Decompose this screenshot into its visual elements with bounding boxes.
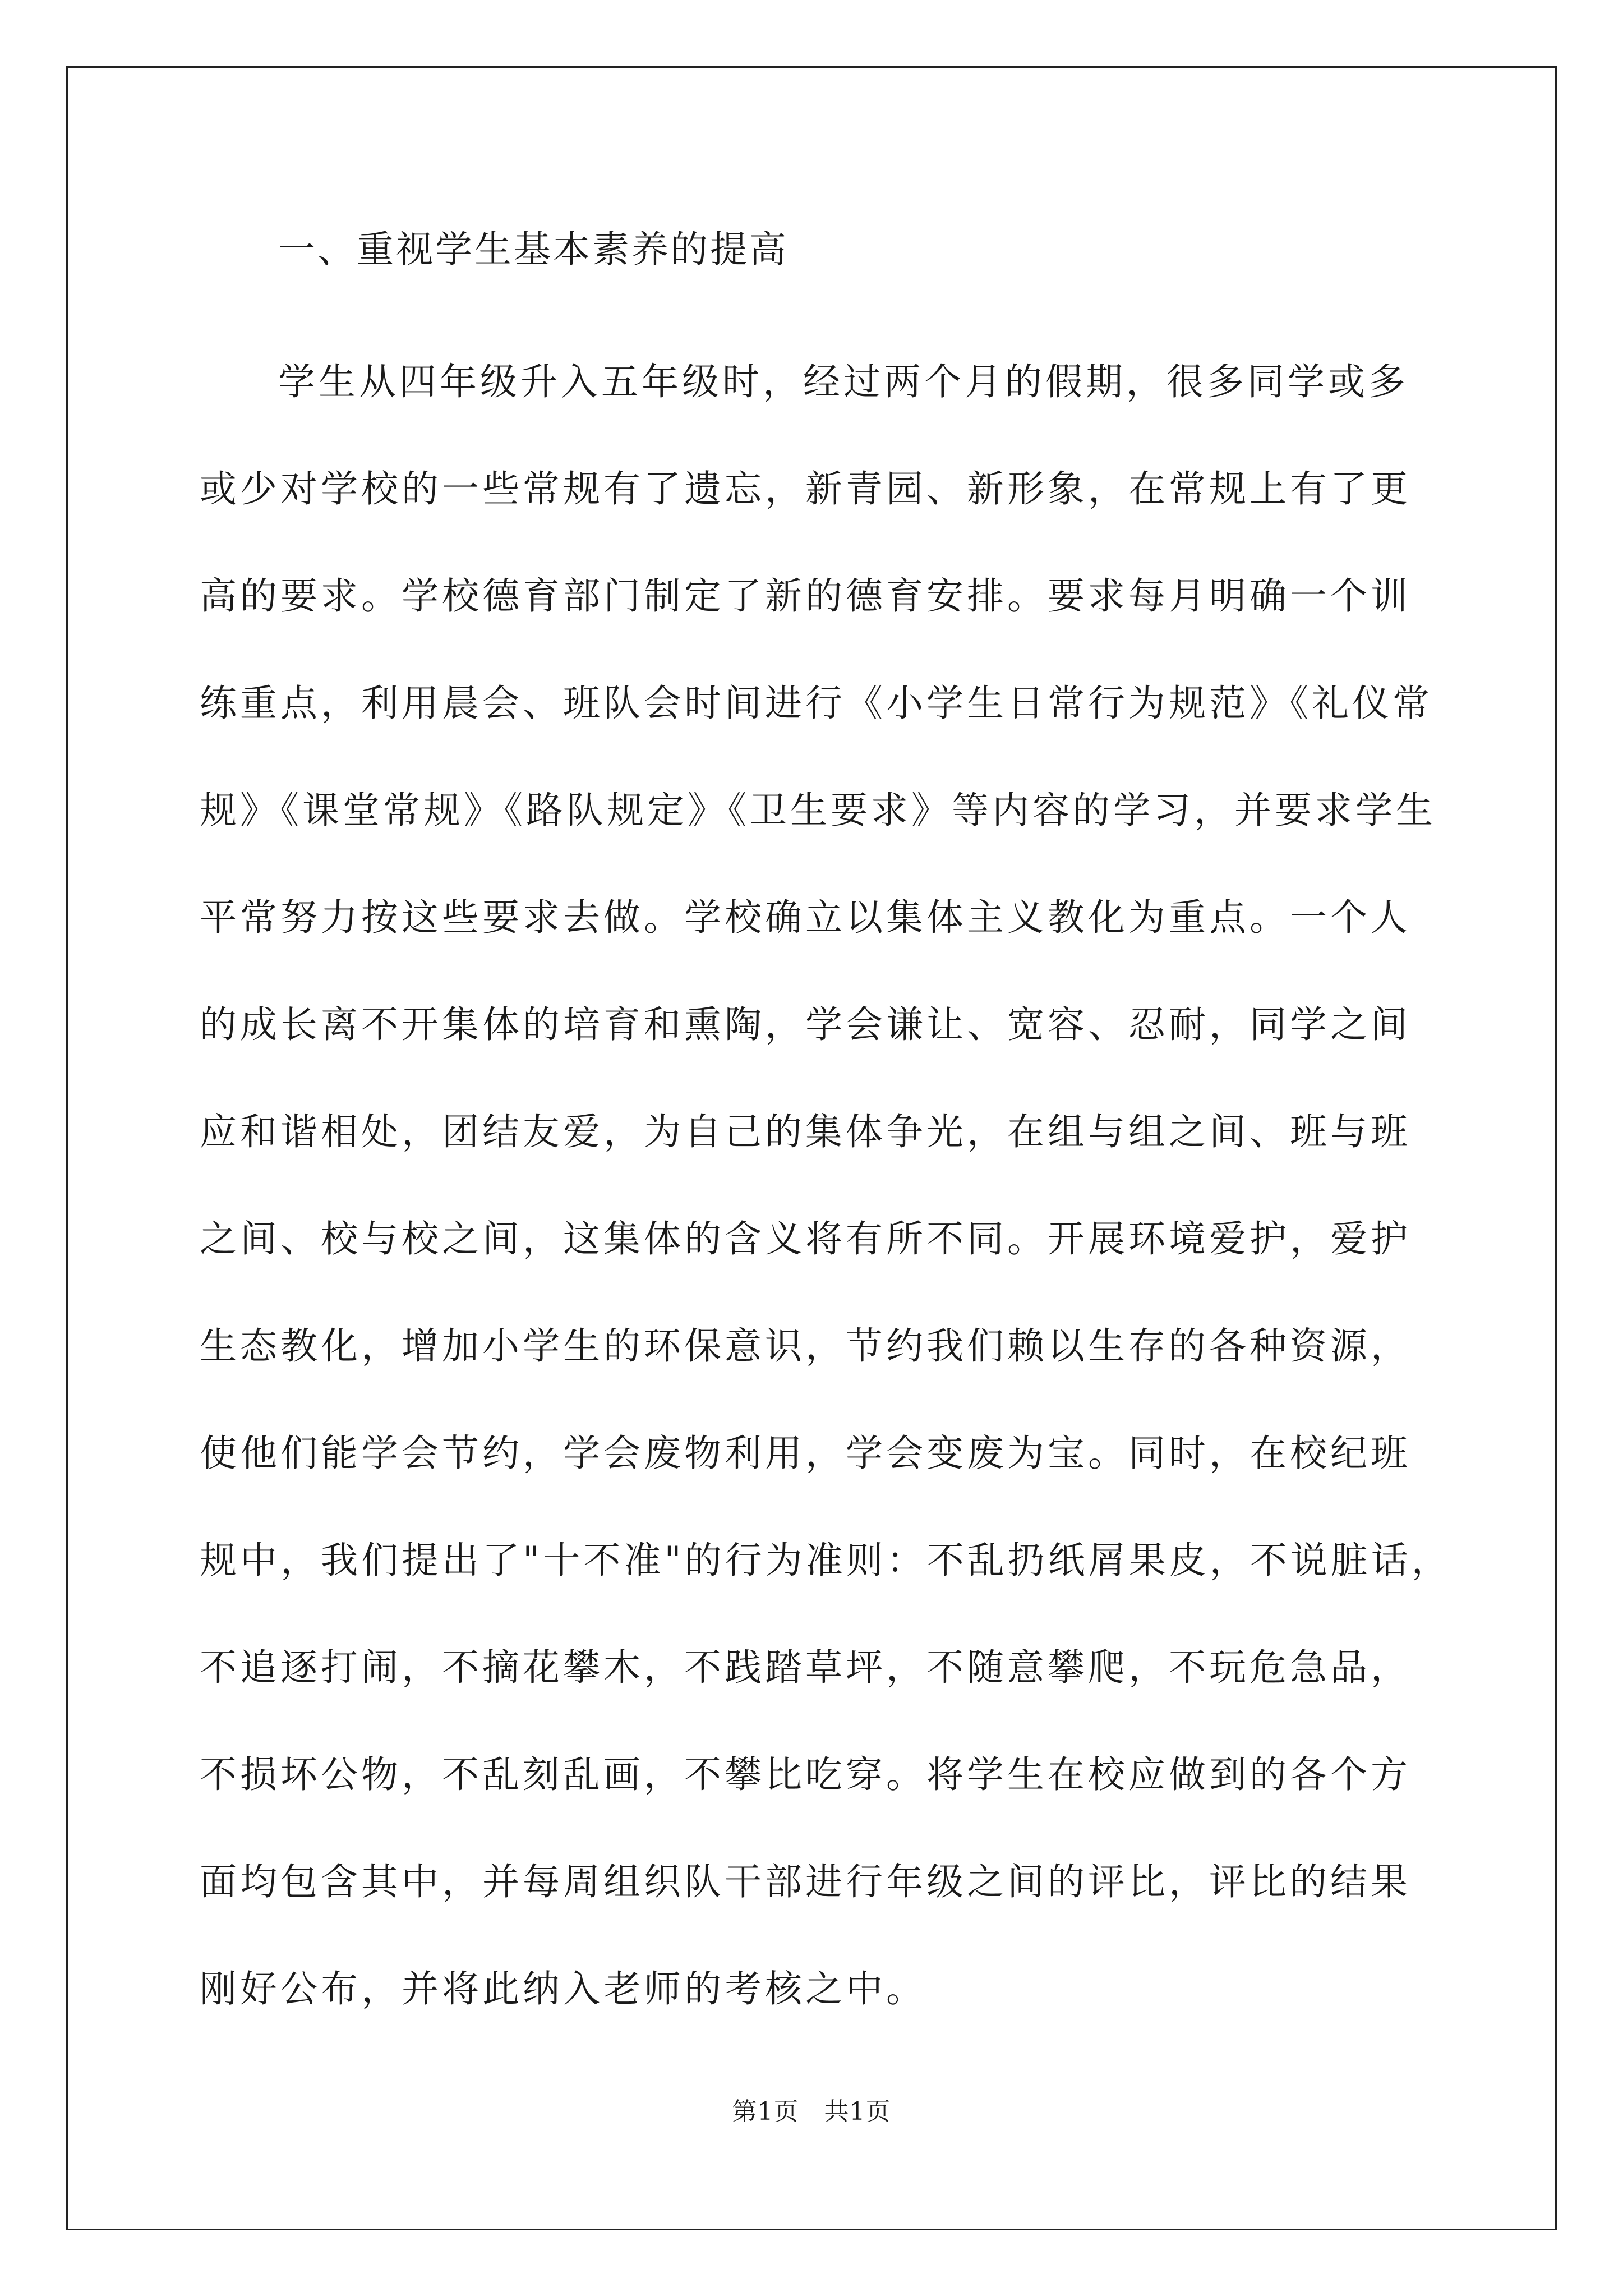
paragraph-line: 练重点，利用晨会、班队会时间进行《小学生日常行为规范》《礼仪常 — [200, 682, 1433, 725]
paragraph-line: 之间、校与校之间，这集体的含义将有所不同。开展环境爱护，爱护 — [200, 1217, 1411, 1260]
paragraph-line: 学生从四年级升入五年级时，经过两个月的假期，很多同学或多 — [278, 360, 1409, 403]
paragraph-line: 高的要求。学校德育部门制定了新的德育安排。要求每月明确一个训 — [200, 574, 1411, 618]
paragraph-line: 规》《课堂常规》《路队规定》《卫生要求》等内容的学习，并要求学生 — [200, 789, 1436, 832]
paragraph-line: 刚好公布，并将此纳入老师的考核之中。 — [200, 1967, 926, 2010]
paragraph-line: 不追逐打闹，不摘花攀木，不践踏草坪，不随意攀爬，不玩危急品， — [200, 1646, 1411, 1689]
paragraph-line: 面均包含其中，并每周组织队干部进行年级之间的评比，评比的结果 — [200, 1860, 1411, 1903]
paragraph-line: 不损坏公物，不乱刻乱画，不攀比吃穿。将学生在校应做到的各个方 — [200, 1753, 1411, 1796]
paragraph-line: 规中，我们提出了"十不准"的行为准则：不乱扔纸屑果皮，不说脏话， — [200, 1539, 1452, 1582]
paragraph-line: 的成长离不开集体的培育和熏陶，学会谦让、宽容、忍耐，同学之间 — [200, 1003, 1411, 1046]
section-heading: 一、重视学生基本素养的提高 — [278, 228, 789, 271]
paragraph-line: 应和谐相处，团结友爱，为自己的集体争光，在组与组之间、班与班 — [200, 1110, 1411, 1153]
body-paragraph — [200, 328, 1452, 2042]
page-number: 第1页 共1页 — [732, 2097, 891, 2126]
paragraph-line: 或少对学校的一些常规有了遗忘，新青园、新形象，在常规上有了更 — [200, 467, 1411, 510]
paragraph-line: 平常努力按这些要求去做。学校确立以集体主义教化为重点。一个人 — [200, 896, 1411, 939]
paragraph-line: 使他们能学会节约，学会废物利用，学会变废为宝。同时，在校纪班 — [200, 1432, 1411, 1475]
paragraph-line: 生态教化，增加小学生的环保意识，节约我们赖以生存的各种资源， — [200, 1324, 1411, 1368]
